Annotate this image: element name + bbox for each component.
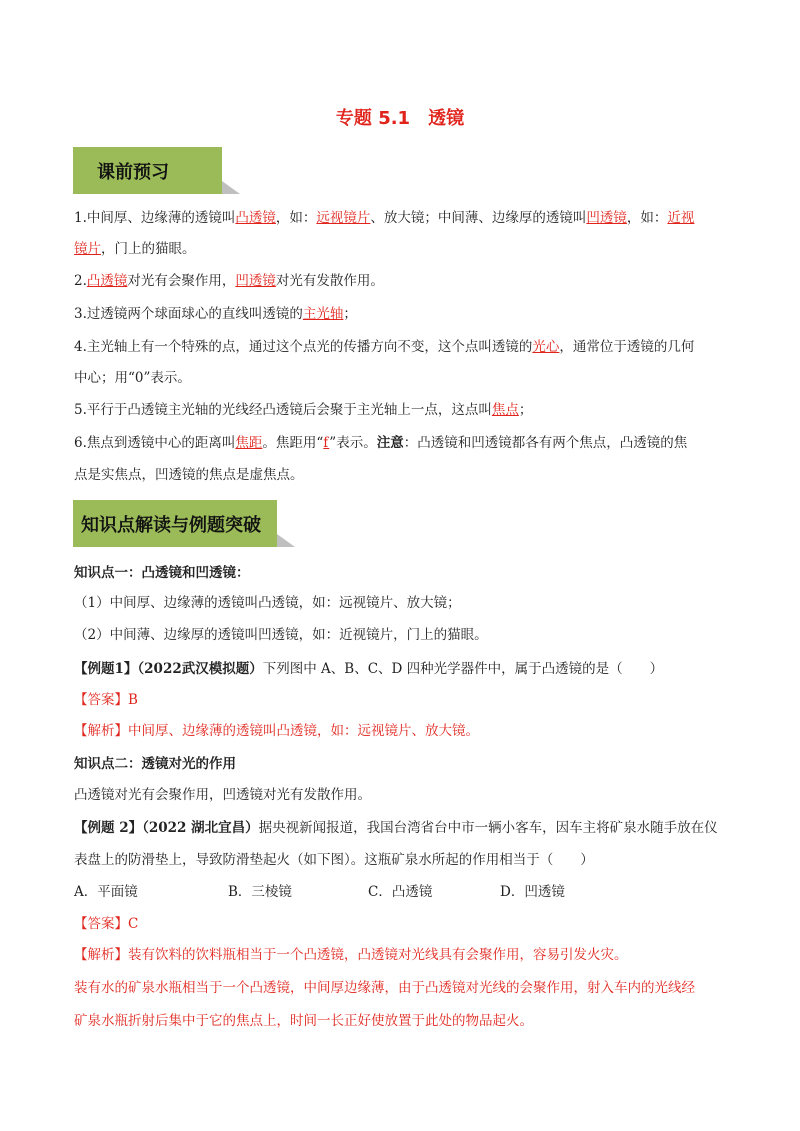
section-banner-preview <box>73 147 240 194</box>
paragraph-1-cont: 镜片，门上的猫眼。 <box>74 241 196 257</box>
option-a: A．平面镜 <box>74 884 138 900</box>
option-d: D．凹透镜 <box>500 884 565 900</box>
example-1-answer: 【答案】B <box>74 692 138 708</box>
example-2-analysis: 【解析】装有饮料的饮料瓶相当于一个凸透镜，凸透镜对光线具有会聚作用，容易引发火灾。 <box>74 947 628 963</box>
example-1-analysis: 【解析】中间厚、边缘薄的透镜叫凸透镜，如：远视镜片、放大镜。 <box>74 723 479 739</box>
example-1-question: 【例题1】（2022武汉模拟题）下列图中 A、B、C、D 四种光学器件中，属于凸透镜的是（ ） <box>74 661 664 677</box>
section-banner-knowledge <box>73 500 295 547</box>
knowledge-point-1-title: 知识点一：凸透镜和凹透镜： <box>74 565 250 581</box>
section-title: 课前预习 <box>97 162 169 183</box>
knowledge-point-1-line-2: （2）中间薄、边缘厚的透镜叫凹透镜，如：近视镜片，门上的猫眼。 <box>74 627 488 643</box>
paragraph-5: 5.平行于凸透镜主光轴的光线经凸透镜后会聚于主光轴上一点，这点叫焦点； <box>74 402 533 418</box>
paragraph-6: 6.焦点到透镜中心的距离叫焦距。焦距用“f”表示。注意：凸透镜和凹透镜都各有两个焦点，凸透镜的焦 <box>74 435 688 451</box>
example-2-question: 【例题 2】（2022 湖北宜昌）据央视新闻报道，我国台湾省台中市一辆小客车，因车主将矿泉水随手放在仪 <box>74 820 718 836</box>
paragraph-6-cont: 点是实焦点，凹透镜的焦点是虚焦点。 <box>74 467 304 483</box>
example-2-answer: 【答案】C <box>74 916 139 932</box>
section-title: 知识点解读与例题突破 <box>81 515 261 536</box>
knowledge-point-1-line-1: （1）中间厚、边缘薄的透镜叫凸透镜，如：远视镜片、放大镜； <box>74 595 461 611</box>
paragraph-4-cont: 中心；用“0”表示。 <box>74 370 191 386</box>
knowledge-point-2-line-1: 凸透镜对光有会聚作用，凹透镜对光有发散作用。 <box>74 787 371 803</box>
example-2-analysis-line-3: 矿泉水瓶折射后集中于它的焦点上，时间一长正好使放置于此处的物品起火。 <box>74 1013 533 1029</box>
paragraph-3: 3.过透镜两个球面球心的直线叫透镜的主光轴； <box>74 306 357 322</box>
paragraph-1: 1.中间厚、边缘薄的透镜叫凸透镜，如：远视镜片、放大镜；中间薄、边缘厚的透镜叫凹透镜，如：近视 <box>74 210 695 226</box>
example-2-question-cont: 表盘上的防滑垫上，导致防滑垫起火（如下图）。这瓶矿泉水所起的作用相当于（ ） <box>74 852 594 868</box>
paragraph-4: 4.主光轴上有一个特殊的点，通过这个点光的传播方向不变，这个点叫透镜的光心，通常位于透镜的几何 <box>74 339 695 355</box>
knowledge-point-2-title: 知识点二：透镜对光的作用 <box>74 756 236 772</box>
option-b: B．三棱镜 <box>228 884 292 900</box>
page-title: 专题 5.1 透镜 <box>335 108 465 129</box>
paragraph-2: 2.凸透镜对光有会聚作用，凹透镜对光有发散作用。 <box>74 273 384 289</box>
example-2-analysis-line-2: 装有水的矿泉水瓶相当于一个凸透镜，中间厚边缘薄，由于凸透镜对光线的会聚作用，射入车内的光线经 <box>74 980 695 996</box>
option-c: C．凸透镜 <box>368 884 433 900</box>
